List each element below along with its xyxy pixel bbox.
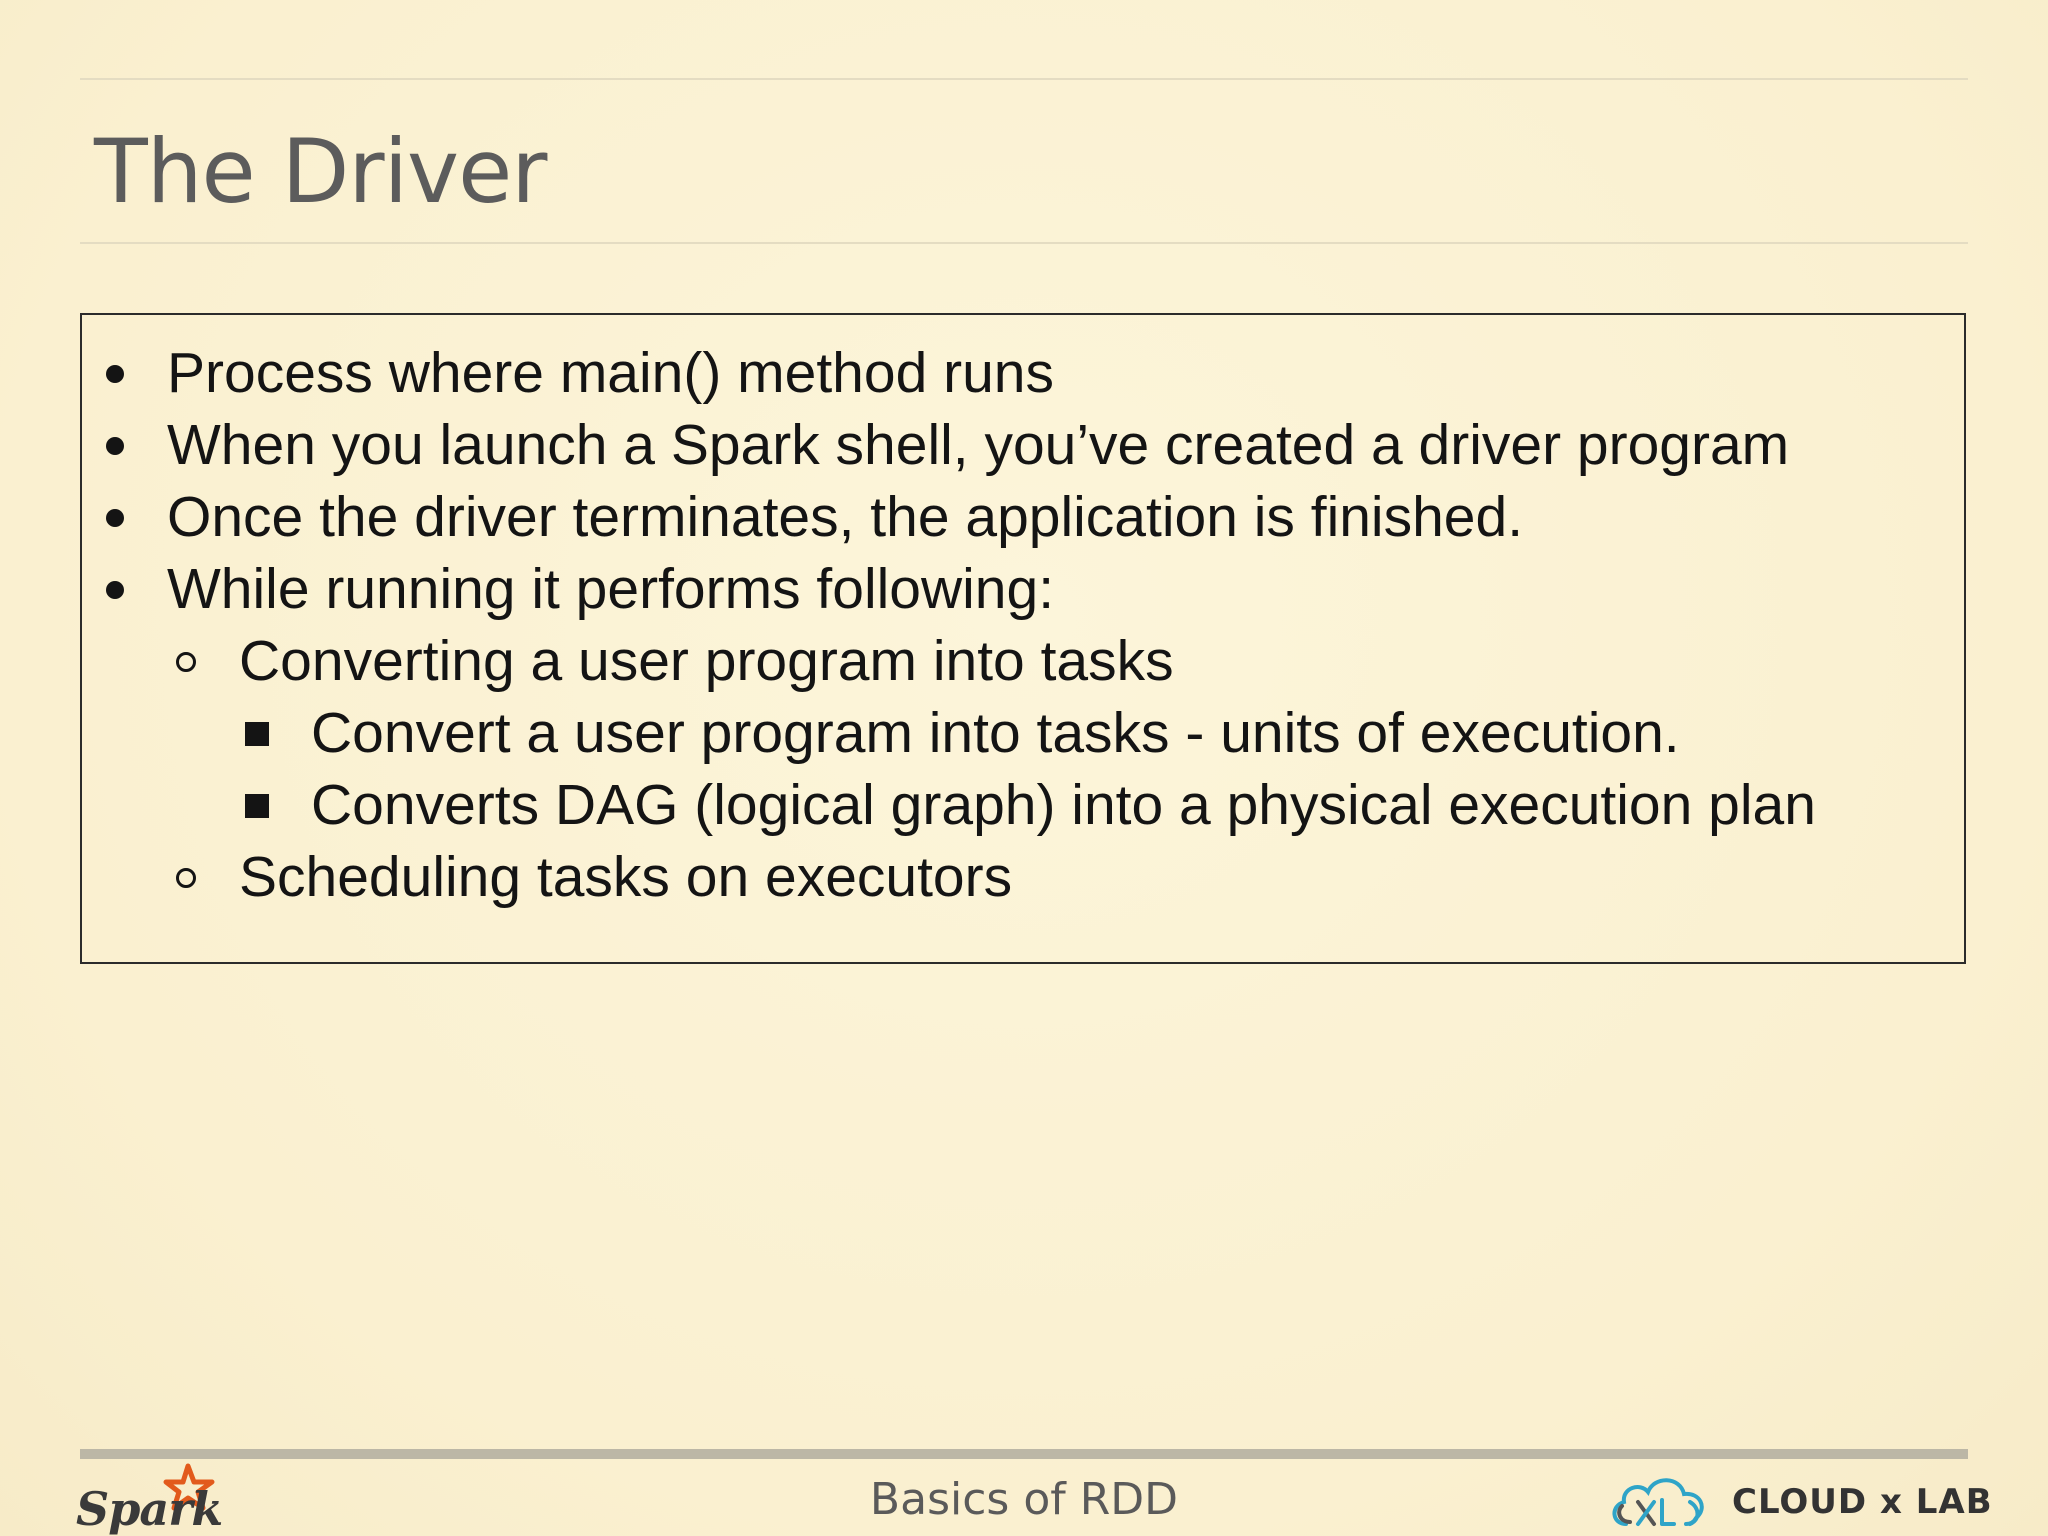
sub-sub-bullet-text: Converts DAG (logical graph) into a physical execution plan <box>311 773 1816 837</box>
top-divider <box>80 78 1968 80</box>
filled-circle-bullet-icon <box>106 437 124 455</box>
bullet-text: While running it performs following: <box>167 557 1055 621</box>
title-divider <box>80 242 1968 244</box>
sub-bullet-text: Scheduling tasks on executors <box>239 845 1013 909</box>
footer-title: Basics of RDD <box>869 1474 1179 1525</box>
spark-logo-text: Spark <box>76 1482 223 1536</box>
slide-title: The Driver <box>94 120 547 223</box>
bullet-text: Once the driver terminates, the application is finished. <box>167 485 1524 549</box>
sub-bullet-text: Converting a user program into tasks <box>239 629 1174 693</box>
filled-circle-bullet-icon <box>106 365 124 383</box>
filled-square-bullet-icon <box>245 794 269 818</box>
filled-circle-bullet-icon <box>106 509 124 527</box>
hollow-circle-bullet-icon <box>176 652 196 672</box>
footer-bar <box>80 1449 1968 1459</box>
hollow-circle-bullet-icon <box>176 868 196 888</box>
bullet-text: Process where main() method runs <box>167 341 1055 405</box>
content-box <box>80 313 1966 964</box>
filled-circle-bullet-icon <box>106 581 124 599</box>
cloudxlab-logo <box>1608 1466 1993 1536</box>
cloudxlab-logo-text: CLOUD x LAB <box>1732 1482 1993 1522</box>
bullet-text: When you launch a Spark shell, you’ve created a driver program <box>167 413 1790 477</box>
cloud-icon <box>1608 1466 1728 1536</box>
sub-sub-bullet-text: Convert a user program into tasks - units of execution. <box>311 701 1680 765</box>
filled-square-bullet-icon <box>245 722 269 746</box>
